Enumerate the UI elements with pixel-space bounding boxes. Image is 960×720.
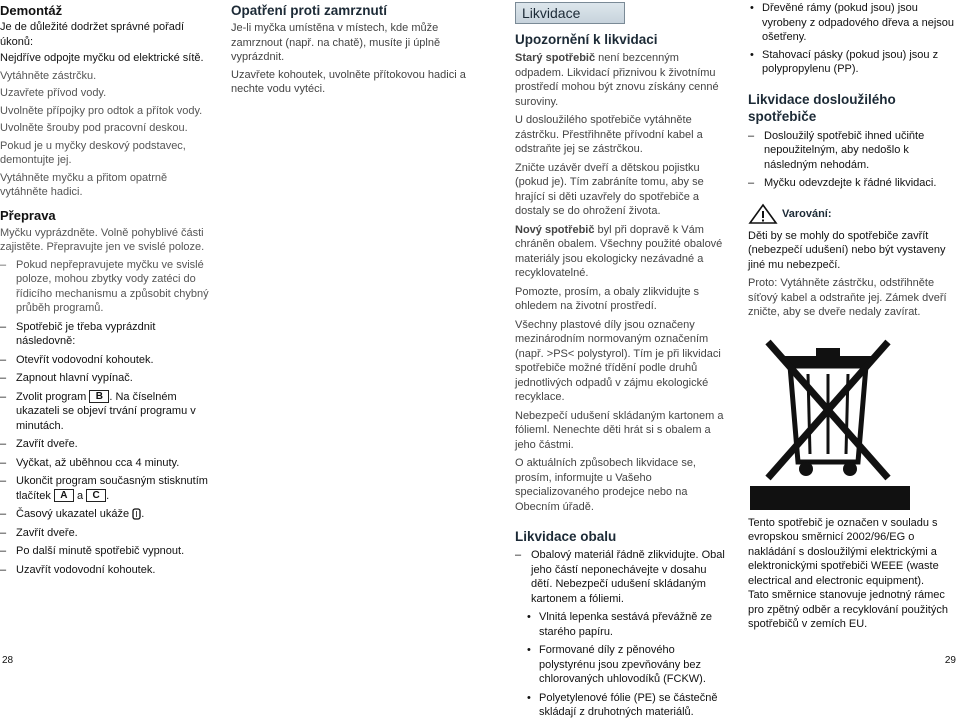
bullet-item xyxy=(525,691,725,720)
section-title-upozorneni: Upozornění k likvidaci xyxy=(515,32,658,47)
column-demontaz xyxy=(0,0,215,577)
page-number-left: 28 xyxy=(2,655,14,666)
dash-item xyxy=(515,548,725,606)
dash-item xyxy=(0,474,215,503)
likvidace-header-box xyxy=(515,2,625,24)
dash-text: Zavřít dveře. xyxy=(16,526,78,539)
bullet-item xyxy=(525,610,725,639)
dash-text: a xyxy=(76,489,84,502)
crossed-out-bin-icon xyxy=(750,334,930,514)
dash-text: Uzavřít vodovodní kohoutek. xyxy=(16,563,156,576)
dash-item xyxy=(748,129,958,173)
dash-item xyxy=(0,437,215,452)
transport-text: Myčku vyprázdněte. Volně pohyblivé části zajistěte. Přepravujte jen ve svislé poloze. xyxy=(0,226,205,253)
dash-text: Zavřít dveře. xyxy=(16,438,78,450)
dash-text: Myčku odevzdejte k řádné likvidaci. xyxy=(764,177,937,189)
step-3: Uvolněte přípojky pro odtok a přítok vody. xyxy=(0,104,203,117)
paragraph: Tento spotřebič je označen v souladu s evropskou směrnicí 2002/96/EG o nakládání s dosloužilými elektrickými a elektronickými spotřebiči WEEE (waste electrical and electronic equipment). xyxy=(748,516,939,587)
dash-text: . Na číselném ukazateli se objeví trvání programu v minutách. xyxy=(16,390,196,432)
bold-text: Nový spotřebič xyxy=(515,223,595,236)
program-key-b: B xyxy=(89,390,109,403)
dash-item xyxy=(0,507,215,522)
dash-item xyxy=(0,563,215,578)
bullet-text: Stahovací pásky (pokud jsou) jsou z polypropylenu (PP). xyxy=(762,48,939,75)
key-a: A xyxy=(54,489,74,502)
bullet-text: Formované díly z pěnového polystyrénu jsou zpevňovány bez chlorovaných uhlovodíků (FCKW). xyxy=(539,644,706,685)
dash-item xyxy=(0,353,215,368)
section-title-demontaz: Demontáž xyxy=(0,3,63,18)
step-1: Vytáhněte zástrčku. xyxy=(0,69,97,82)
paragraph: Všechny plastové díly jsou označeny mezinárodním normovaným označením (např. >PS< polystyrol). Tím je při likvidaci spotřebiče možné třídění podle druhů jednotlivých odpadů v zájmu ekologické recyklace. xyxy=(515,318,721,403)
dash-item xyxy=(748,176,958,191)
bullet-item xyxy=(748,48,958,77)
dash-text: Ukončit program současným stisknutím tlačítek xyxy=(16,475,208,502)
likvidace-header: Likvidace xyxy=(522,5,581,21)
section-title-likvidace-obalu: Likvidace obalu xyxy=(515,529,617,544)
section-title-preprava: Přeprava xyxy=(0,207,56,223)
bold-text: Starý spotřebič xyxy=(515,52,596,64)
key-c: C xyxy=(86,489,106,502)
dash-text: Zapnout hlavní vypínač. xyxy=(16,372,133,384)
bullet-text: Dřevěné rámy (pokud jsou) jsou vyrobeny z odpadového dřeva a nejsou ošetřeny. xyxy=(762,2,955,43)
bullet-text: Vlnitá lepenka sestává převážně ze starého papíru. xyxy=(539,611,713,638)
step-6: Vytáhněte myčku a přitom opatrně vytáhněte hadici. xyxy=(0,171,168,198)
paragraph: Nebezpečí udušení skládaným kartonem a fólieml. Nenechte děti hrát si s obalem a jeho částmi. xyxy=(515,409,724,451)
dash-item xyxy=(0,258,215,316)
section-title-zamrznuti: Opatření proti zamrznutí xyxy=(231,3,388,18)
warning-triangle-icon xyxy=(748,203,778,225)
dash-item xyxy=(0,526,215,541)
section-title-dosluzily: Likvidace dosloužilého spotřebiče xyxy=(748,91,896,124)
paragraph: Proto: Vytáhněte zástrčku, odstřihněte síťový kabel a odstraňte jej. Zámek dveří zničte, aby se dveře nedaly zavírat. xyxy=(748,277,947,318)
column-likvidace xyxy=(515,0,725,720)
timer-zero-icon xyxy=(132,508,141,520)
dash-text: Obalový materiál řádně zlikvidujte. Obal jeho částí neponechávejte v dosahu dětí. Nebezpečí udušení skládaným kartonem a fóliemi. xyxy=(531,549,725,605)
dash-text: Po další minutě spotřebič vypnout. xyxy=(16,545,185,557)
step-4: Uvolněte šrouby pod pracovní deskou. xyxy=(0,122,188,134)
dash-item xyxy=(0,544,215,559)
paragraph: Uzavřete kohoutek, uvolněte přítokovou hadici a nechte vodu vytéci. xyxy=(231,68,466,95)
paragraph: Tato směrnice stanovuje jednotný rámec pro zpětný odběr a recyklování použitých spotřebičů v zemích EU. xyxy=(748,589,948,630)
bullet-text: Polyetylenové fólie (PE) se částečně skládají z druhotných materiálů. xyxy=(539,691,718,718)
paragraph: Je-li myčka umístěna v místech, kde může zamrznout (např. na chatě), musíte ji úplně vyprázdnit. xyxy=(231,22,441,63)
dash-text: Zvolit program xyxy=(16,390,87,403)
warning-label: Varování: xyxy=(782,207,832,220)
dash-text: . xyxy=(141,508,145,520)
dash-item xyxy=(0,320,215,349)
dash-text: . xyxy=(106,489,110,502)
paragraph xyxy=(515,51,725,109)
paragraph-text: není bezcenným odpadem. Likvidací přiznivou k životnímu prostředí mohou být znovu získány cenné suroviny. xyxy=(515,52,719,108)
paragraph-text: byl při dopravě k Vám chráněn obalem. Všechny použité obalové materiály jsou ekologicky nezávadné a recyklovatelné. xyxy=(515,223,723,279)
dash-item xyxy=(0,456,215,471)
dash-text: Časový ukazatel ukáže xyxy=(16,508,130,520)
dash-text: Vyčkat, až uběhnou cca 4 minuty. xyxy=(16,456,180,469)
paragraph: Děti by se mohly do spotřebiče zavřít (nebezpečí udušení) nebo být vystaveny jiné mu nebezpečí. xyxy=(748,229,946,271)
weee-crossed-bin-symbol xyxy=(750,334,930,514)
warning-block xyxy=(748,203,958,225)
step-5: Pokud je u myčky deskový podstavec, demontujte jej. xyxy=(0,139,186,166)
page-number-right: 29 xyxy=(944,655,956,666)
dash-text: Dosloužilý spotřebič ihned učiňte nepoužitelným, aby nedošlo k následným nehodám. xyxy=(764,129,925,171)
step-2: Uzavřete přívod vody. xyxy=(0,87,107,99)
dash-item xyxy=(0,390,215,434)
column-zamrznuti xyxy=(231,0,471,97)
dash-text: Pokud nepřepravujete myčku ve svislé poloze, mohou zbytky vody zatéci do řídicího mechanismu a způsobit chybný průběh programů. xyxy=(16,258,209,314)
bullet-item xyxy=(748,1,958,45)
paragraph: Zničte uzávěr dveří a dětskou pojistku (pokud je). Tím zabráníte tomu, aby se hrající si děti uzavřely do spotřebiče a dostaly se do ohrožení života. xyxy=(515,161,704,217)
intro-text-2: Nejdříve odpojte myčku od elektrické sítě. xyxy=(0,52,204,64)
dash-text: Spotřebič je třeba vyprázdnit následovně: xyxy=(16,320,156,347)
dash-item xyxy=(0,371,215,386)
intro-text: Je de důležité dodržet správné pořadí úkonů: xyxy=(0,21,185,48)
bullet-item xyxy=(525,643,725,687)
paragraph: O aktuálních způsobech likvidace se, prosím, informujte u Vašeho specializovaného prodejce nebo na Obecním úřadě. xyxy=(515,457,696,513)
paragraph xyxy=(515,223,725,281)
column-likvidace-spotrebice xyxy=(748,0,958,632)
dash-text: Otevřít vodovodní kohoutek. xyxy=(16,353,154,366)
paragraph: U dosloužilého spotřebiče vytáhněte zástrčku. Přestřihněte přívodní kabel a odstraňte jej se zástrčkou. xyxy=(515,114,703,155)
paragraph: Pomozte, prosím, a obaly zlikvidujte s ohledem na životní prostředí. xyxy=(515,285,700,312)
